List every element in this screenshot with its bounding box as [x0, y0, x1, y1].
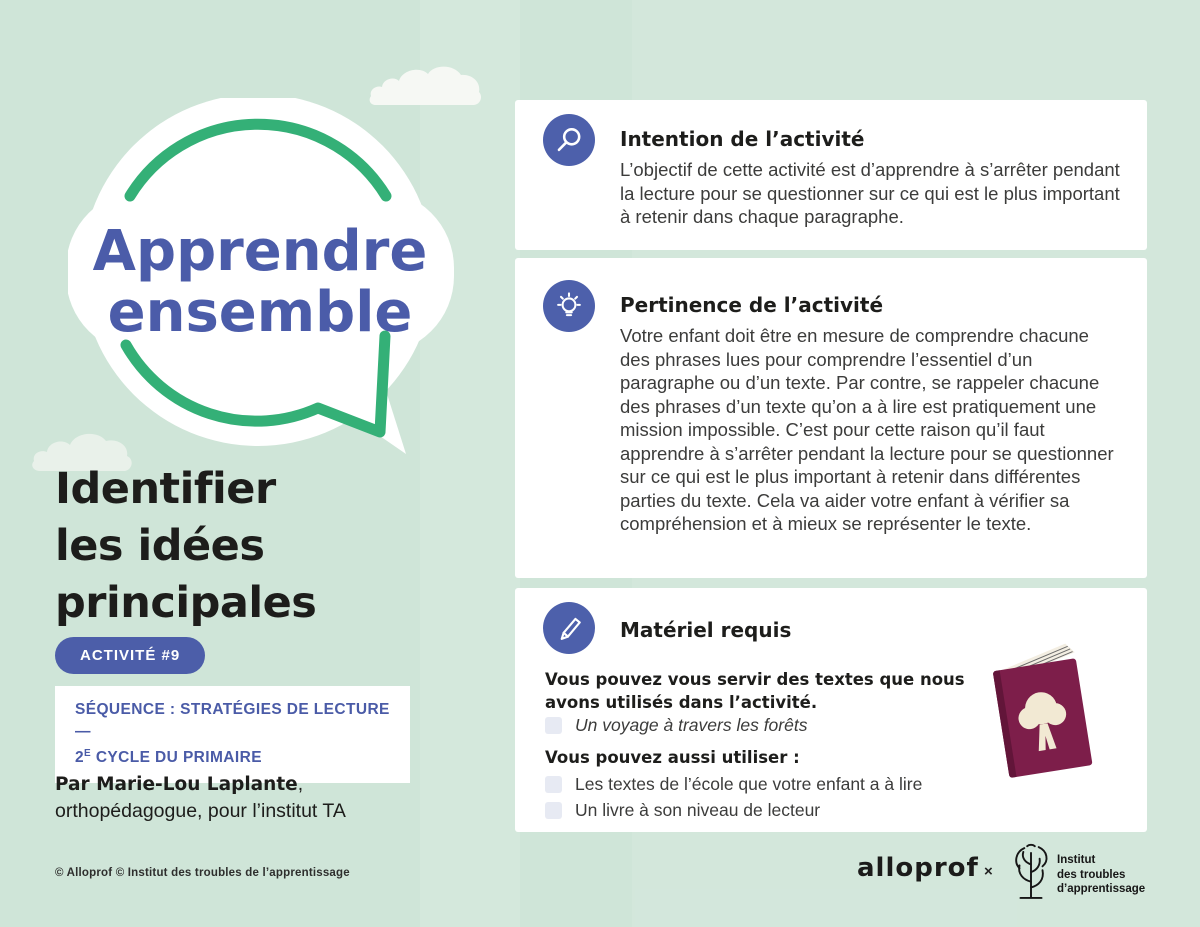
- pencil-icon: [543, 602, 595, 654]
- partnership-times-icon: ×: [984, 863, 993, 880]
- material-item-label: Les textes de l’école que votre enfant a à lire: [575, 774, 923, 794]
- material-item: [545, 800, 820, 821]
- material-item: [545, 774, 922, 795]
- institut-ta-tree-logo: [1008, 843, 1054, 905]
- card-pertinence: [515, 258, 1147, 578]
- card-intention-body: L’objectif de cette activité est d’apprendre à s’arrêter pendant la lecture pour se questionner sur ce qui est le plus important à retenir dans chaque paragraphe.: [620, 159, 1120, 227]
- page-title-line: les idées: [55, 521, 265, 571]
- checkbox-icon: [545, 802, 562, 819]
- card-materiel: [515, 588, 1147, 832]
- sequence-line1: SÉQUENCE : STRATÉGIES DE LECTURE —: [75, 701, 390, 740]
- sequence-line2: $2^E$ CYCLE DU PRIMAIRE: [75, 748, 262, 767]
- copyright-text: © Alloprof © Institut des troubles de l’apprentissage: [55, 867, 350, 879]
- checkbox-icon: [545, 776, 562, 793]
- logo-text-line1: Apprendre: [92, 219, 428, 284]
- author-credit: Par Marie-Lou Laplante, orthopédagogue, pour l’institut TA: [55, 771, 346, 825]
- sequence-box: [55, 686, 410, 783]
- materials-intro: Vous pouvez vous servir des textes que nous avons utilisés dans l’activité.: [545, 670, 965, 712]
- apprendre-ensemble-logo: [68, 98, 460, 476]
- activity-badge: ACTIVITÉ #9: [55, 637, 205, 674]
- grade-superscript: E: [84, 748, 92, 759]
- lightbulb-icon: [543, 280, 595, 332]
- alloprof-logo: alloprof: [857, 853, 979, 883]
- page-title: [55, 461, 316, 632]
- book-illustration: [978, 636, 1108, 791]
- page-title-line: Identifier: [55, 464, 276, 514]
- logo-text-line2: ensemble: [107, 280, 413, 345]
- materials-also-heading: Vous pouvez aussi utiliser :: [545, 748, 800, 767]
- material-item-label: Un livre à son niveau de lecteur: [575, 800, 821, 820]
- institut-ta-wordmark: Institut des troubles d’apprentissage: [1057, 854, 1146, 895]
- checkbox-icon: [545, 717, 562, 734]
- card-materiel-title: Matériel requis: [620, 618, 792, 642]
- author-role: orthopédagogue, pour l’institut TA: [55, 800, 346, 822]
- card-intention-title: Intention de l’activité: [620, 127, 865, 151]
- card-intention: [515, 100, 1147, 250]
- material-item-label: Un voyage à travers les forêts: [575, 715, 808, 735]
- card-pertinence-title: Pertinence de l’activité: [620, 293, 884, 317]
- card-pertinence-body: Votre enfant doit être en mesure de comprendre chacune des phrases lues pour comprendre l’essentiel d’un paragraphe ou d’un texte. Par contre, se rappeler chacune des phrases d’un texte qu’on a à lire est pratiquement une mission impossible. C’est pour cette raison qu’il faut apprendre à s’arrêter pendant la lecture pour se questionner sur ce qui est le plus important à retenir dans différentes parties du texte. Cela va aider votre enfant à vérifier sa compréhension et à mieux se représenter le texte.: [620, 325, 1114, 534]
- author-name: Par Marie-Lou Laplante: [55, 774, 298, 795]
- magnifier-icon: [543, 114, 595, 166]
- material-item: [545, 715, 807, 736]
- page-title-line: principales: [55, 578, 317, 628]
